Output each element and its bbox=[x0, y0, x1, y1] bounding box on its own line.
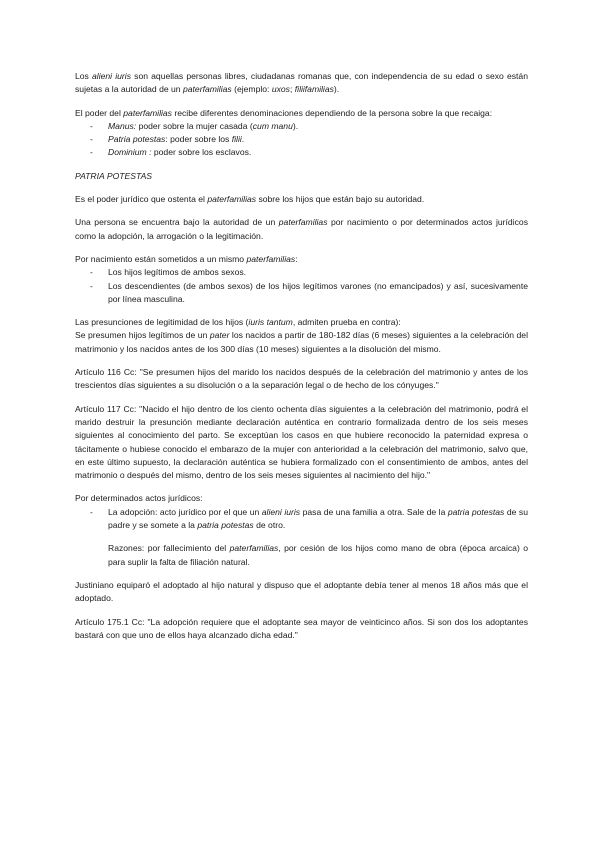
text-run: Por nacimiento están sometidos a un mismo bbox=[75, 253, 247, 264]
latin-term: patria potestas bbox=[197, 520, 254, 531]
text-run: los nacidos a partir de 180-182 días (6 meses) siguientes a la celebración del matrimonio y los nacidos antes de los 300 días (10 meses) siguientes a la disolución del mismo. bbox=[75, 330, 528, 354]
birth-subjection-intro bbox=[75, 253, 528, 266]
text-run: Razones: por fallecimiento del bbox=[108, 543, 230, 554]
list-item: - Los descendientes (de ambos sexos) de los hijos legítimos varones (no emancipados) y así, sucesivamente por línea masculina. bbox=[75, 280, 528, 307]
text-run: , admiten prueba en contra): bbox=[292, 317, 401, 328]
text-run: son aquellas personas libres, ciudadanas romanas que, con independencia de su edad o sexo están sujetas a la autoridad de un bbox=[75, 71, 528, 95]
text-run: , por cesión de los hijos como mano de obra (época arcaica) o para suplir la falta de filiación natural. bbox=[108, 543, 528, 567]
latin-term: paterfamilias bbox=[278, 217, 328, 228]
text-run: por nacimiento o por determinados actos jurídicos como la adopción, la arrogación o la legitimación. bbox=[75, 217, 528, 241]
latin-term: Dominium : bbox=[108, 147, 152, 158]
latin-term: paterfamilias bbox=[182, 84, 232, 95]
text-run: ; bbox=[289, 84, 295, 95]
article-116-quote: Artículo 116 Cc: "Se presumen hijos del marido los nacidos después de la celebración del matrimonio y antes de los trescientos días siguientes a su disolución o a la separación legal o de hecho de los cónyuges." bbox=[75, 367, 528, 391]
text-run: ). bbox=[333, 84, 340, 95]
latin-term: paterfamilias bbox=[229, 543, 279, 554]
document-page bbox=[75, 70, 528, 652]
list-item: - Los hijos legítimos de ambos sexos. bbox=[75, 266, 528, 279]
alieni-iuris-definition bbox=[75, 70, 528, 97]
text-run: pasa de una familia a otra. Sale de la bbox=[300, 506, 448, 517]
text-run: El poder del bbox=[75, 107, 124, 118]
text-run: poder sobre los esclavos. bbox=[151, 147, 252, 158]
text-run: de su padre y se somete a la bbox=[108, 506, 528, 531]
paterfamilias-power-intro bbox=[75, 107, 528, 120]
text-run: Una persona se encuentra bajo la autoridad de un bbox=[75, 217, 279, 228]
list-item-manus bbox=[75, 120, 528, 133]
latin-term: patria potestas bbox=[447, 506, 505, 517]
text-run: Las presunciones de legitimidad de los hijos ( bbox=[75, 317, 249, 328]
list-item-patria-potestas bbox=[75, 133, 528, 146]
latin-term: filiifamilias bbox=[294, 84, 334, 95]
text-run: Los bbox=[75, 71, 93, 81]
latin-term: paterfamilias bbox=[123, 107, 172, 118]
text-run: Se presumen hijos legítimos de un bbox=[75, 330, 210, 341]
latin-term: Manus: bbox=[108, 120, 137, 131]
text-run: sobre los hijos que están bajo su autoridad. bbox=[256, 194, 425, 205]
latin-term: cum manu bbox=[252, 120, 293, 131]
authority-origin-paragraph bbox=[75, 216, 528, 243]
latin-term: Patria potestas bbox=[108, 134, 166, 145]
text-run: de otro. bbox=[253, 520, 286, 531]
list-item-adoption bbox=[75, 506, 528, 533]
text-run: : poder sobre los bbox=[165, 134, 232, 145]
latin-term: pater bbox=[209, 330, 230, 341]
birth-subjection-list bbox=[75, 266, 528, 306]
legal-acts-intro: Por determinados actos jurídicos: bbox=[75, 493, 203, 504]
latin-term: paterfamilias bbox=[246, 253, 296, 264]
justinian-paragraph: Justiniano equiparó el adoptado al hijo natural y dispuso que el adoptante debía tener al menos 18 años más que el adoptado. bbox=[75, 579, 528, 604]
text-run: . bbox=[241, 134, 245, 145]
text-run: recibe diferentes denominaciones dependiendo de la persona sobre la que recaiga: bbox=[171, 107, 493, 118]
section-heading: PATRIA POTESTAS bbox=[75, 170, 153, 181]
text-run: poder sobre la mujer casada ( bbox=[136, 120, 253, 131]
patria-potestas-definition bbox=[75, 193, 528, 206]
legal-acts-list bbox=[75, 506, 528, 533]
legitimacy-presumptions bbox=[75, 316, 528, 356]
latin-term: uxos bbox=[271, 84, 290, 95]
list-item-dominium bbox=[75, 146, 528, 159]
latin-term: filii bbox=[231, 134, 242, 145]
adoption-reasons bbox=[75, 542, 528, 569]
text-run: (ejemplo: bbox=[231, 84, 272, 95]
article-117-quote: Artículo 117 Cc: "Nacido el hijo dentro de los ciento ochenta días siguientes a la celebración del matrimonio, podrá el marido destruir la presunción mediante declaración auténtica en contrario formalizada dentro de los seis meses siguientes al conocimiento del parto. Se exceptúan los casos en que hubiere reconocido la paternidad expresa o tácitamente o hubiese conocido el embarazo de la mujer con anterioridad a la celebración del matrimonio, salvo que, en este último supuesto, la declaración auténtica se hubiera formalizado con el consentimiento de ambos, antes del matrimonio o después del mismo, dentro de los seis meses siguientes al nacimiento del hijo." bbox=[75, 403, 528, 481]
text-run: Es el poder jurídico que ostenta el bbox=[75, 194, 208, 205]
text-run: ). bbox=[292, 120, 299, 131]
article-175-quote: Artículo 175.1 Cc: "La adopción requiere que el adoptante sea mayor de veinticinco años. Si son dos los adoptantes bastará con que uno de ellos haya alcanzado dicha edad." bbox=[75, 616, 528, 640]
power-types-list bbox=[75, 120, 528, 160]
latin-term: paterfamilias bbox=[207, 194, 257, 205]
latin-term: iuris tantum bbox=[248, 317, 293, 328]
text-run: : bbox=[295, 253, 298, 264]
text-run: La adopción: acto jurídico por el que un bbox=[108, 506, 262, 517]
latin-term: alieni iuris bbox=[261, 506, 301, 517]
latin-term: alieni iuris bbox=[92, 71, 131, 81]
